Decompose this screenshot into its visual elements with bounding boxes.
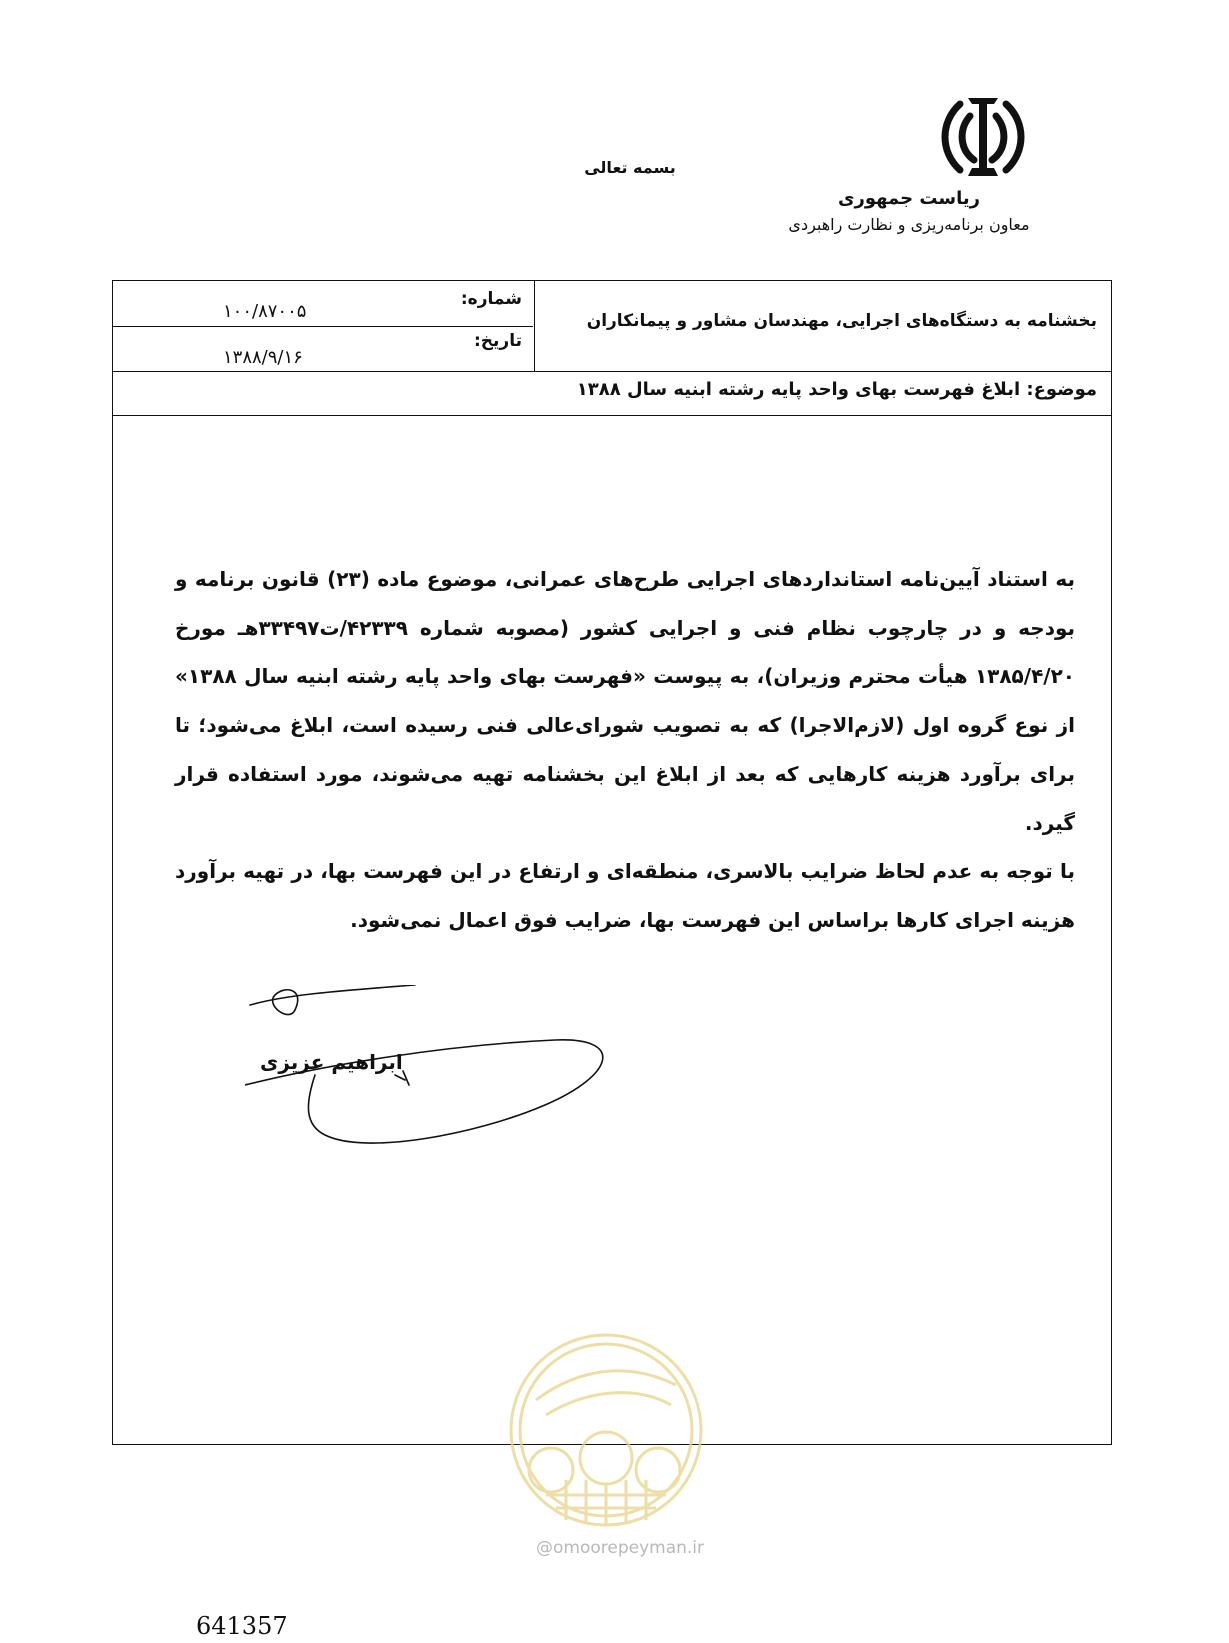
subject-row (113, 371, 1111, 416)
price-list-title: فهرست بهای واحد پایه رشته ابنیه سال ۱۳۸۸ (187, 664, 634, 689)
organization-name: ریاست جمهوری (838, 188, 980, 209)
basmala: بسمه تعالی (584, 158, 676, 177)
watermark-seal-icon (506, 1330, 706, 1530)
number-value: ۱۰۰/۸۷۰۰۵ (223, 301, 307, 322)
handwritten-signature (245, 985, 645, 1185)
letter-body (175, 555, 1075, 945)
body-paragraph-2: با توجه به عدم لحاظ ضرایب بالاسری، منطقه‌ای و ارتفاع در این فهرست بها، در تهیه برآورد هزینه اجرای کارها براساس این فهرست بها، ضرایب فوق اعمال نمی‌شود. (175, 859, 1075, 932)
recipients: بخشنامه به دستگاه‌های اجرایی، مهندسان مشاور و پیمانکاران (586, 311, 1097, 331)
watermark-handle: @omoorepeyman.ir (535, 1538, 705, 1558)
date-label: تاریخ: (474, 331, 522, 351)
iran-emblem-icon (938, 94, 1028, 180)
number-date-divider (113, 326, 533, 327)
date-value: ۱۳۸۸/۹/۱۶ (223, 347, 303, 368)
number-label: شماره: (460, 289, 522, 309)
department-name: معاون برنامه‌ریزی و نظارت راهبردی (788, 215, 1030, 234)
document-number: 641357 (196, 1612, 288, 1640)
signer-name: ابراهیم عزیزی (260, 1050, 403, 1074)
subject: موضوع: ابلاغ فهرست بهای واحد پایه رشته ابنیه سال ۱۳۸۸ (576, 379, 1097, 400)
organization-block (749, 188, 1069, 234)
letter-header (113, 281, 1111, 372)
body-paragraph-1: به استناد آیین‌نامه استانداردهای اجرایی طرح‌های عمرانی، موضوع ماده (۲۳) قانون برنامه و بودجه و در چارچوب نظام فنی و اجرایی کشور (مصوبه شماره ۴۲۳۳۹/ت۳۳۴۹۷هـ مورخ ۱۳۸۵/۴/۲۰ هیأت محترم وزیران)، به پیوست «فهرست بهای واحد پایه رشته ابنیه سال ۱۳۸۸» از نوع گروه اول (لازم‌الاجرا) که به تصویب شورای‌عالی فنی رسیده است، ابلاغ می‌شود؛ تا برای برآورد هزینه کارهایی که بعد از ابلاغ این بخشنامه تهیه می‌شوند، مورد استفاده قرار گیرد. (175, 567, 1076, 835)
number-date-box (113, 281, 535, 371)
